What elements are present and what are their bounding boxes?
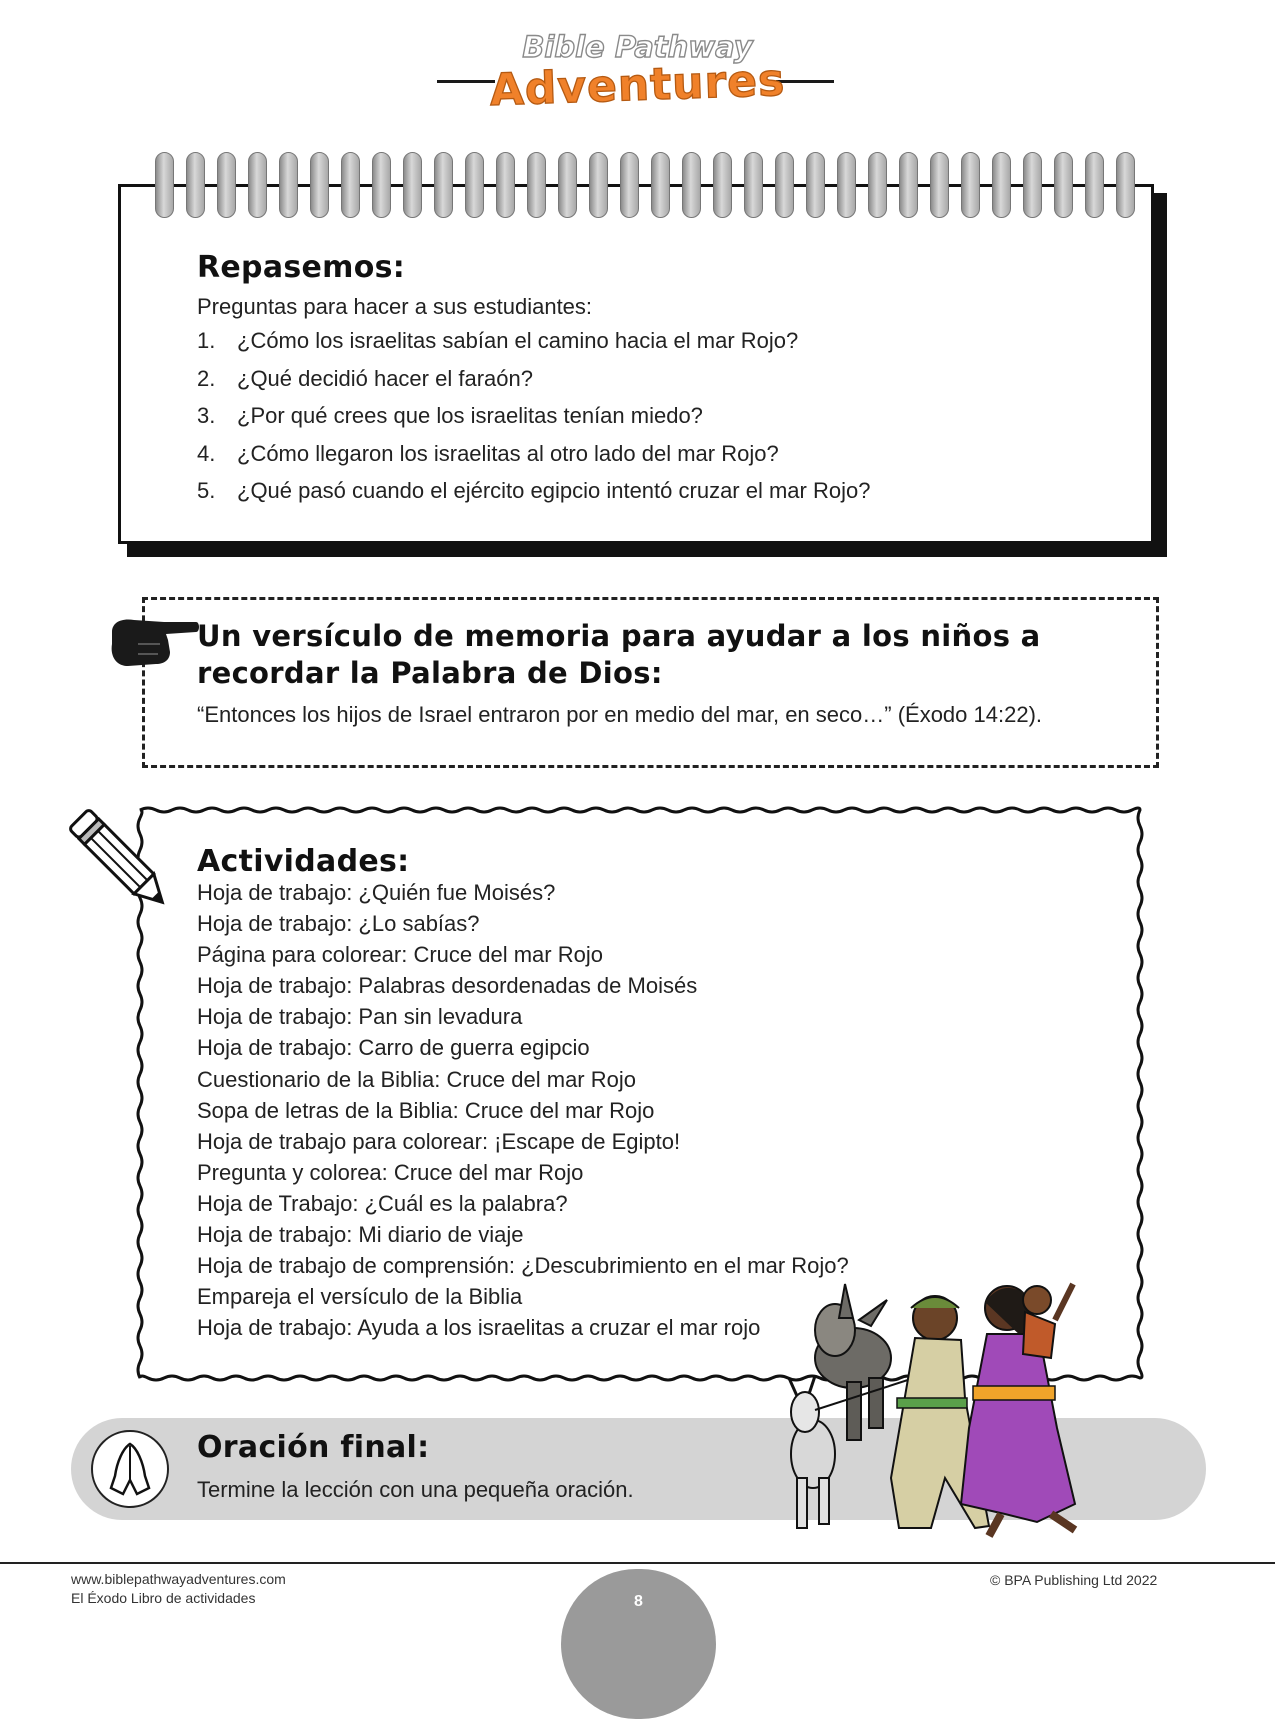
spiral-ring [1116,152,1135,218]
spiral-ring [806,152,825,218]
spiral-ring [341,152,360,218]
spiral-ring [620,152,639,218]
list-item [197,441,870,479]
activities-list [197,880,849,1346]
spiral-ring [403,152,422,218]
list-item [197,366,870,404]
spiral-ring [992,152,1011,218]
list-item: Hoja de trabajo de comprensión: ¿Descubrimiento en el mar Rojo? [197,1253,849,1279]
spiral-ring [961,152,980,218]
spiral-ring [496,152,515,218]
spiral-ring [744,152,763,218]
list-item: Hoja de trabajo: Palabras desordenadas de Moisés [197,973,698,999]
spiral-ring [837,152,856,218]
spiral-ring [1085,152,1104,218]
logo-title-main: Adventures [488,54,787,117]
memory-verse-text: “Entonces los hijos de Israel entraron por en medio del mar, en seco…” (Éxodo 14:22). [197,702,1043,727]
activities-title: Actividades: [197,844,410,879]
notebook-spiral [155,152,1135,218]
spiral-ring [248,152,267,218]
list-item: Hoja de trabajo: Pan sin levadura [197,1004,523,1030]
spiral-ring [527,152,546,218]
spiral-ring [1054,152,1073,218]
question-text: ¿Qué pasó cuando el ejército egipcio intentó cruzar el mar Rojo? [237,478,871,503]
spiral-ring [899,152,918,218]
spiral-ring [775,152,794,218]
question-text: ¿Qué decidió hacer el faraón? [237,365,533,391]
spiral-ring [651,152,670,218]
list-item: Pregunta y colorea: Cruce del mar Rojo [197,1159,584,1185]
spiral-ring [155,152,174,218]
pointing-hand-icon [108,610,200,672]
spiral-ring [589,152,608,218]
footer-book-title: El Éxodo Libro de actividades [71,1590,256,1606]
prayer-title: Oración final: [197,1430,430,1465]
prayer-text: Termine la lección con una pequeña oración. [197,1477,634,1502]
praying-hands-icon [91,1430,169,1508]
spiral-ring [682,152,701,218]
footer-copyright: © BPA Publishing Ltd 2022 [990,1572,1158,1588]
spiral-ring [434,152,453,218]
question-text: ¿Por qué crees que los israelitas tenían miedo? [237,403,703,428]
spiral-ring [186,152,205,218]
memory-verse-title-line2: recordar la Palabra de Dios: [197,656,663,690]
list-item [197,478,870,516]
spiral-ring [310,152,329,218]
spiral-ring [217,152,236,218]
spiral-ring [1023,152,1042,218]
list-item: Hoja de trabajo para colorear: ¡Escape de Egipto! [197,1128,681,1154]
spiral-ring [713,152,732,218]
list-item: Hoja de trabajo: ¿Lo sabías? [197,911,480,937]
list-item: Sopa de letras de la Biblia: Cruce del mar Rojo [197,1097,655,1123]
question-number: 2. [197,365,216,391]
spiral-ring [558,152,577,218]
question-list [197,328,870,516]
pencil-icon [62,797,182,927]
list-item: Hoja de trabajo: Mi diario de viaje [197,1222,524,1248]
list-item: Empareja el versículo de la Biblia [197,1284,523,1310]
review-intro: Preguntas para hacer a sus estudiantes: [197,294,593,319]
question-number: 3. [197,403,216,428]
logo-title-top: Bible Pathway [522,30,753,64]
list-item: Hoja de Trabajo: ¿Cuál es la palabra? [197,1190,568,1216]
review-title: Repasemos: [197,250,406,285]
list-item: Hoja de trabajo: Carro de guerra egipcio [197,1035,590,1061]
footer-rule [0,1562,1275,1564]
spiral-ring [279,152,298,218]
question-text: ¿Cómo los israelitas sabían el camino hacia el mar Rojo? [237,328,799,353]
question-number: 5. [197,478,216,503]
spiral-ring [372,152,391,218]
question-text: ¿Cómo llegaron los israelitas al otro lado del mar Rojo? [237,440,779,466]
footer-website: www.biblepathwayadventures.com [71,1571,286,1587]
list-item: Cuestionario de la Biblia: Cruce del mar Rojo [197,1066,636,1092]
spiral-ring [868,152,887,218]
exodus-family-illustration [775,1278,1135,1540]
spiral-ring [465,152,484,218]
question-number: 4. [197,440,216,466]
list-item [197,328,870,366]
list-item: Hoja de trabajo: ¿Quién fue Moisés? [197,880,556,905]
list-item: Página para colorear: Cruce del mar Rojo [197,942,603,968]
memory-verse-title-line1: Un versículo de memoria para ayudar a los niños a [197,619,1041,653]
page-number-tab [561,1569,716,1719]
list-item: Hoja de trabajo: Ayuda a los israelitas a cruzar el mar rojo [197,1315,761,1341]
list-item [197,403,870,441]
question-number: 1. [197,328,216,353]
page-number: 8 [634,1593,643,1610]
spiral-ring [930,152,949,218]
